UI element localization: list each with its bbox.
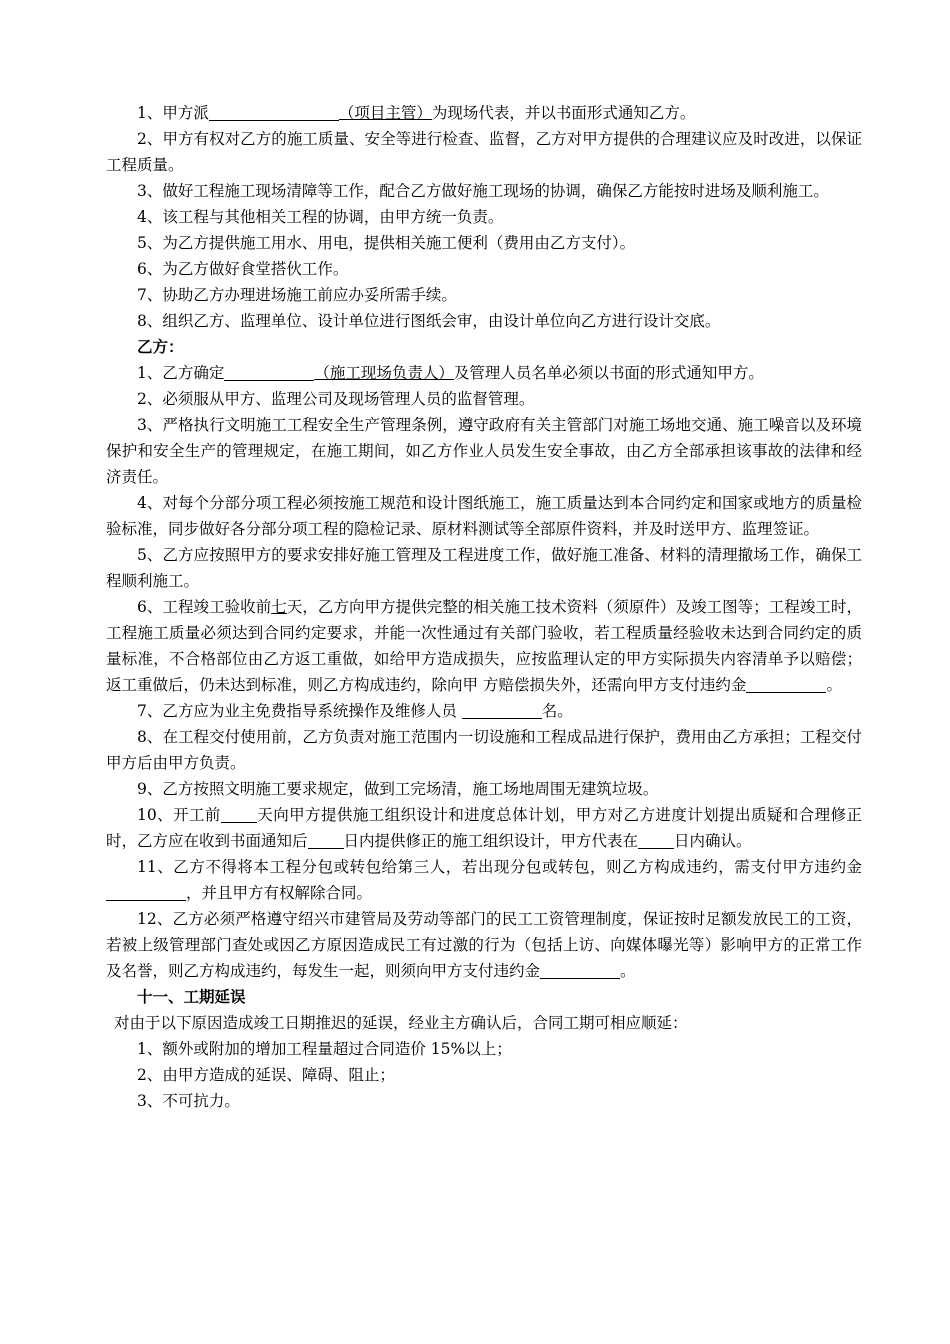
party-b-item-6-pre: 6、工程竣工验收前 [137, 598, 272, 616]
party-b-item-12 [106, 906, 862, 984]
party-b-item-6 [106, 594, 862, 698]
party-b-item-1-paren: （施工现场负责人） [314, 364, 454, 382]
party-a-item-8: 8、组织乙方、监理单位、设计单位进行图纸会审，由设计单位向乙方进行设计交底。 [137, 312, 721, 330]
section-11-item-1: 1、额外或附加的增加工程量超过合同造价 15%以上； [137, 1040, 512, 1058]
party-b-item-11 [106, 854, 862, 906]
penalty-blank-1 [746, 674, 826, 693]
representative-blank [209, 102, 339, 121]
party-a-item-1-paren: （项目主管） [338, 104, 432, 122]
party-b-item-7-pre: 7、乙方应为业主免费指导系统操作及维修人员 [137, 702, 462, 720]
penalty-blank-3 [540, 960, 620, 979]
party-a-item-7: 7、协助乙方办理进场施工前应办妥所需手续。 [137, 286, 457, 304]
party-a-item-1-post: 为现场代表，并以书面形式通知乙方。 [431, 104, 696, 122]
party-b-item-11-pre: 11、乙方不得将本工程分包或转包给第三人，若出现分包或转包，则乙方构成违约，需支付甲方违约金 [137, 858, 862, 876]
party-a-item-1-pre: 1、甲方派 [137, 104, 209, 122]
party-b-item-10 [106, 802, 862, 854]
party-b-item-1 [106, 360, 862, 386]
party-a-item-4: 4、该工程与其他相关工程的协调，由甲方统一负责。 [137, 208, 504, 226]
party-b-item-6-post: 天，乙方向甲方提供完整的相关施工技术资料（须原件）及竣工图等；工程竣工时，工程施工质量必须达到合同约定要求，并能一次性通过有关部门验收，若工程质量经验收未达到合同约定的质量标准，不合格部位由乙方返工重做，如给甲方造成损失，应按监理认定的甲方实际损失内容清单予以赔偿；返工重做后，仍未达到标准，则乙方构成违约，除向甲 方赔偿损失外，还需向甲方支付违约金 [106, 598, 862, 694]
party-b-item-10-b: 天向甲方提供施工组织设计和进度总体计划，甲方对乙方进度计划提出质疑和合理修正时，乙方应在收到书面通知后 [106, 806, 862, 850]
party-b-item-10-a: 10、开工前 [137, 806, 221, 824]
party-a-item-3: 3、做好工程施工现场清障等工作，配合乙方做好施工现场的协调，确保乙方能按时进场及顺利施工。 [137, 182, 829, 200]
section-11-item-2: 2、由甲方造成的延误、障碍、阻止； [137, 1066, 395, 1084]
party-b-item-9: 9、乙方按照文明施工要求规定，做到工完场清，施工场地周围无建筑垃圾。 [137, 780, 659, 798]
party-b-item-3: 3、严格执行文明施工工程安全生产管理条例，遵守政府有关主管部门对施工场地交通、施工噪音以及环境保护和安全生产的管理规定，在施工期间，如乙方作业人员发生安全事故，由乙方全部承担该事故的法律和经济责任。 [106, 416, 862, 486]
party-b-item-5: 5、乙方应按照甲方的要求安排好施工管理及工程进度工作，做好施工准备、材料的清理撤场工作，确保工程顺利施工。 [106, 546, 862, 590]
party-a-item-2: 2、甲方有权对乙方的施工质量、安全等进行检查、监督，乙方对甲方提供的合理建议应及时改进，以保证工程质量。 [106, 130, 862, 174]
party-b-item-12-post: 。 [620, 962, 636, 980]
party-a-item-1 [106, 100, 862, 126]
party-b-item-4: 4、对每个分部分项工程必须按施工规范和设计图纸施工，施工质量达到本合同约定和国家或地方的质量检验标准，同步做好各分部分项工程的隐检记录、原材料测试等全部原件资料，并及时送甲方、监理签证。 [106, 494, 862, 538]
party-b-item-7 [106, 698, 862, 724]
party-b-heading: 乙方： [137, 338, 184, 356]
days-blank-2 [308, 830, 344, 849]
days-blank-1 [221, 804, 257, 823]
days-blank-3 [638, 830, 674, 849]
party-b-item-10-d: 日内确认。 [674, 832, 752, 850]
party-b-item-8: 8、在工程交付使用前，乙方负责对施工范围内一切设施和工程成品进行保护，费用由乙方承担；工程交付甲方后由甲方负责。 [106, 728, 862, 772]
section-11-item-3: 3、不可抗力。 [137, 1092, 240, 1110]
maintenance-staff-blank [462, 700, 542, 719]
section-11-heading: 十一、工期延误 [137, 988, 246, 1006]
penalty-blank-2 [106, 882, 186, 901]
party-b-item-1-post: 及管理人员名单必须以书面的形式通知甲方。 [453, 364, 764, 382]
site-manager-blank [224, 362, 314, 381]
party-b-item-11-post: ，并且甲方有权解除合同。 [186, 884, 373, 902]
party-b-item-6-end: 。 [826, 676, 842, 694]
acceptance-days: 七 [271, 598, 287, 616]
party-b-item-10-c: 日内提供修正的施工组织设计，甲方代表在 [343, 832, 639, 850]
party-b-item-1-pre: 1、乙方确定 [137, 364, 225, 382]
party-a-item-5: 5、为乙方提供施工用水、用电，提供相关施工便利（费用由乙方支付）。 [137, 234, 636, 252]
contract-body [106, 100, 862, 1114]
party-b-item-7-post: 名。 [541, 702, 573, 720]
party-b-item-12-pre: 12、乙方必须严格遵守绍兴市建管局及劳动等部门的民工工资管理制度，保证按时足额发放民工的工资，若被上级管理部门查处或因乙方原因造成民工有过激的行为（包括上访、向媒体曝光等）影响甲方的正常工作及名誉，则乙方构成违约，每发生一起，则须向甲方支付违约金 [106, 910, 862, 980]
party-b-item-2: 2、必须服从甲方、监理公司及现场管理人员的监督管理。 [137, 390, 535, 408]
party-a-item-6: 6、为乙方做好食堂搭伙工作。 [137, 260, 349, 278]
section-11-intro: 对由于以下原因造成竣工日期推迟的延误，经业主方确认后，合同工期可相应顺延： [114, 1014, 688, 1032]
